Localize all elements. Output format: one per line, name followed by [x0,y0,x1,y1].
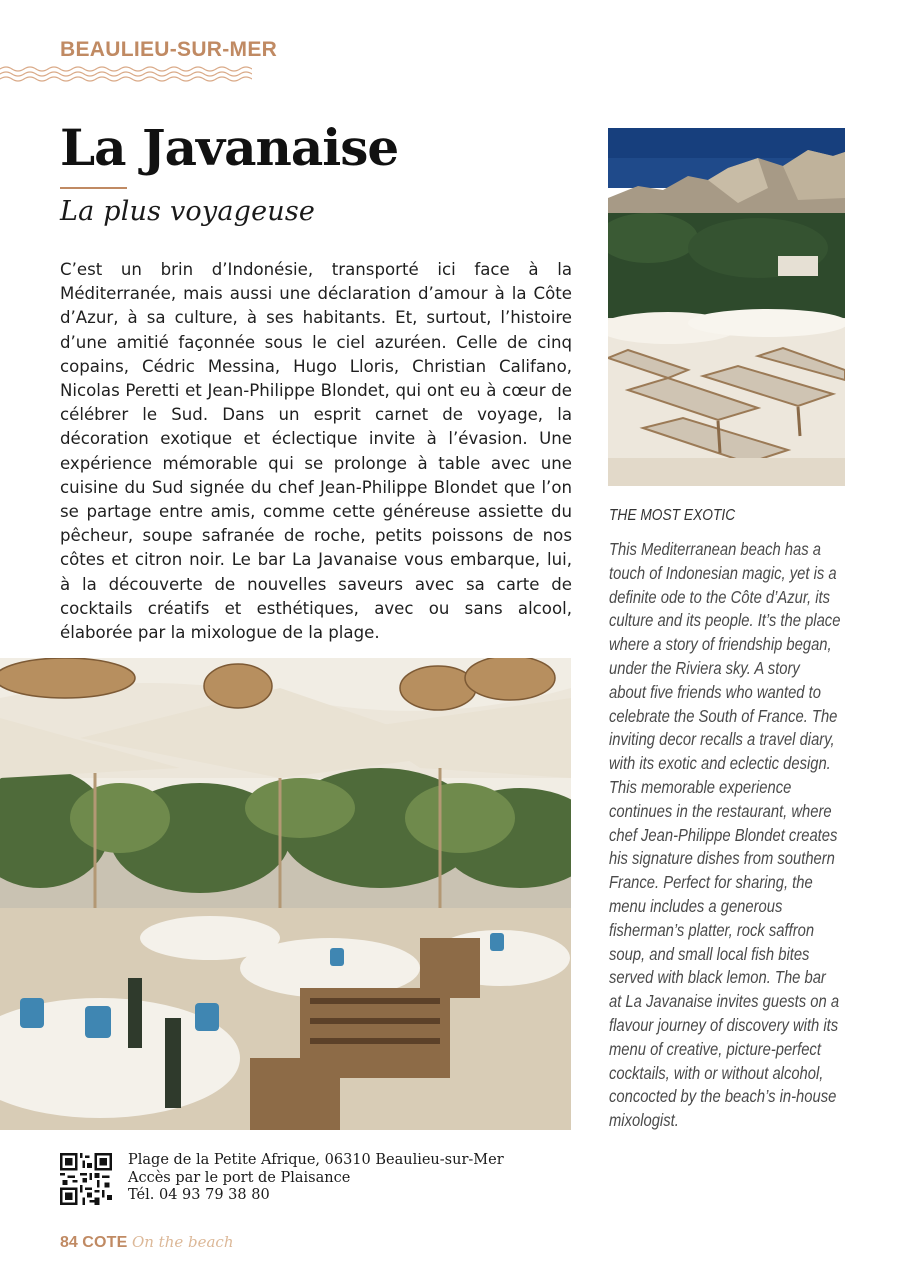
sidebar-text: This Mediterranean beach has a touch of Indonesian magic, yet is a definite ode to the Côte d’Azur, its culture and its people. It’s the place where a story of friendship began, under the Riviera sky. A story about five friends who wanted to celebrate the South of France. The inviting decor recalls a travel diary, with its exotic and eclectic design. This memorable experience continues in the restaurant, where chef Jean-Philippe Blondet creates his signature dishes from southern France. Perfect for sharing, the menu includes a generous fisherman’s platter, rock saffron soup, and small local fish bites served with black lemon. The bar at La Javanaise invites guests on a flavour journey of discovery with its menu of creative, picture-perfect cocktails, with or without alcohol, concocted by the beach’s in-house mixologist. [609,539,841,1131]
address-block [128,1152,504,1205]
title-underline [60,187,127,189]
page-number: 84 [60,1234,78,1251]
section-label: BEAULIEU-SUR-MER [60,38,278,61]
phone-number: Tél. 04 93 79 38 80 [128,1187,270,1203]
magazine-tagline: On the beach [131,1233,234,1251]
address-line: Plage de la Petite Afrique, 06310 Beaulieu-sur-Mer [128,1152,504,1168]
page-footer [60,1233,234,1252]
restaurant-terrace-photo [0,658,571,1130]
access-line: Accès par le port de Plaisance [128,1169,351,1186]
sidebar-heading: THE MOST EXOTIC [609,507,736,524]
magazine-brand: COTE [82,1234,128,1251]
wave-divider [0,64,252,84]
beach-loungers-photo [608,128,845,486]
article-subtitle: La plus voyageuse [60,196,316,227]
article-body: C’est un brin d’Indonésie, transporté ici face à la Méditerranée, mais aussi une déclaration d’amour à la Côte d’Azur, à sa culture, à ses habitants. Et, surtout, l’histoire d’une amitié façonnée sous le ciel azuréen. Celle de cinq copains, Cédric Messina, Hugo Lloris, Christian Califano, Nicolas Peretti et Jean-Philippe Blondet, qui ont eu à cœur de célébrer le Sud. Dans un esprit carnet de voyage, la décoration exotique et éclectique invite à l’évasion. Une expérience mémorable qui se prolonge à table avec une cuisine du Sud signée du chef Jean-Philippe Blondet que l’on se partage entre amis, comme cette généreuse assiette du pêcheur, soupe safranée de roche, petits poissons de nos côtes et citron noir. Le bar La Javanaise vous embarque, lui, à la découverte de nouvelles saveurs avec sa carte de cocktails créatifs et esthétiques, avec ou sans alcool, élaborée par la mixologue de la plage. [60,260,572,643]
qr-code[interactable] [60,1153,112,1205]
article-title: La Javanaise [60,118,399,177]
